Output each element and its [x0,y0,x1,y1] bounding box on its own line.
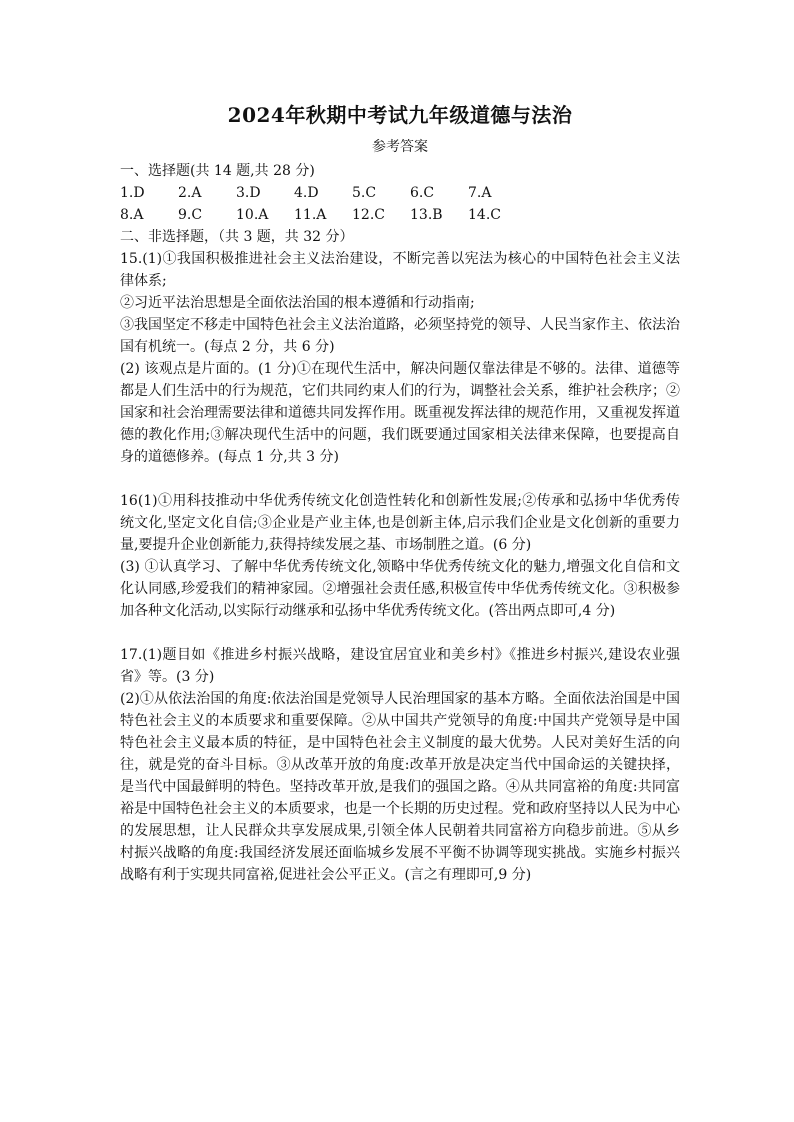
q17-part2: (2)①从依法治国的角度:依法治国是党领导人民治理国家的基本方略。全面依法治国是中国特色社会主义的本质要求和重要保障。②从中国共产党领导的角度:中国共产党领导是中国特色社会主义最本质的特征，是中国特色社会主义制度的最大优势。人民对美好生活的向往，就是党的奋斗目标。③从改革开放的角度:改革开放是决定当代中国命运的关键抉择，是当代中国最鲜明的特色。坚持改革开放,是我们的强国之路。④从共同富裕的角度:共同富裕是中国特色社会主义的本质要求，也是一个长期的历史过程。党和政府坚持以人民为中心的发展思想，让人民群众共享发展成果,引领全体人民朝着共同富裕方向稳步前进。⑤从乡村振兴战略的角度:我国经济发展还面临城乡发展不平衡不协调等现实挑战。实施乡村振兴战略有利于实现共同富裕,促进社会公平正义。(言之有理即可,9 分) [120,691,680,883]
answer-item: 12.C [352,207,385,223]
answer-item: 5.C [352,185,377,201]
answer-item: 8.A [120,207,144,223]
section1-header: 一、选择题(共 14 题,共 28 分) [120,163,315,179]
section2-header: 二、非选择题，（共 3 题，共 32 分） [120,229,354,245]
answer-item: 7.A [468,185,492,201]
q16-part3: (3) ①认真学习、了解中华优秀传统文化,领略中华优秀传统文化的魅力,增强文化自信和文化认同感,珍爱我们的精神家园。②增强社会责任感,积极宣传中华优秀传统文化。③积极参加各种文化活动,以实际行动继承和弘扬中华优秀传统文化。(答出两点即可,4 分) [120,559,680,619]
answer-item: 2.A [178,185,202,201]
document-title: 2024年秋期中考试九年级道德与法治 [227,103,573,127]
q15-part1-line1: 15.(1)①我国积极推进社会主义法治建设，不断完善以宪法为核心的中国特色社会主义法律体系; [120,251,680,289]
q16-part1: 16(1)①用科技推动中华优秀传统文化创造性转化和创新性发展;②传承和弘扬中华优秀传统文化,坚定文化自信;③企业是产业主体,也是创新主体,启示我们企业是文化创新的重要力量,要提升企业创新能力,获得持续发展之基、市场制胜之道。(6 分) [120,493,680,553]
answer-item: 4.D [294,185,319,201]
answer-item: 11.A [294,207,327,223]
document-content [120,100,680,886]
answer-item: 9.C [178,207,203,223]
answer-item: 3.D [236,185,261,201]
answer-item: 1.D [120,185,145,201]
q15-part1-line2: ②习近平法治思想是全面依法治国的根本遵循和行动指南; [120,295,475,311]
answer-item: 6.C [410,185,435,201]
spacer [120,468,680,490]
answer-row-2 [120,204,680,226]
q15-part1-line3: ③我国坚定不移走中国特色社会主义法治道路，必须坚持党的领导、人民当家作主、依法治国有机统一。(每点 2 分，共 6 分) [120,317,680,355]
answer-row-1 [120,182,680,204]
answer-item: 14.C [468,207,501,223]
spacer [120,622,680,644]
q15-part2: (2) 该观点是片面的。(1 分)①在现代生活中，解决问题仅靠法律是不够的。法律、道德等都是人们生活中的行为规范，它们共同约束人们的行为，调整社会关系，维护社会秩序；②国家和社会治理需要法律和道德共同发挥作用。既重视发挥法律的规范作用，又重视发挥道德的教化作用;③解决现代生活中的问题，我们既要通过国家相关法律来保障，也要提高自身的道德修养。(每点 1 分,共 3 分) [120,361,680,465]
answer-key-table [120,182,680,226]
q17-part1: 17.(1)题目如《推进乡村振兴战略，建设宜居宜业和美乡村》《推进乡村振兴,建设农业强省》等。(3 分) [120,647,680,685]
answer-item: 10.A [236,207,269,223]
answer-item: 13.B [410,207,443,223]
document-subtitle: 参考答案 [372,139,428,155]
